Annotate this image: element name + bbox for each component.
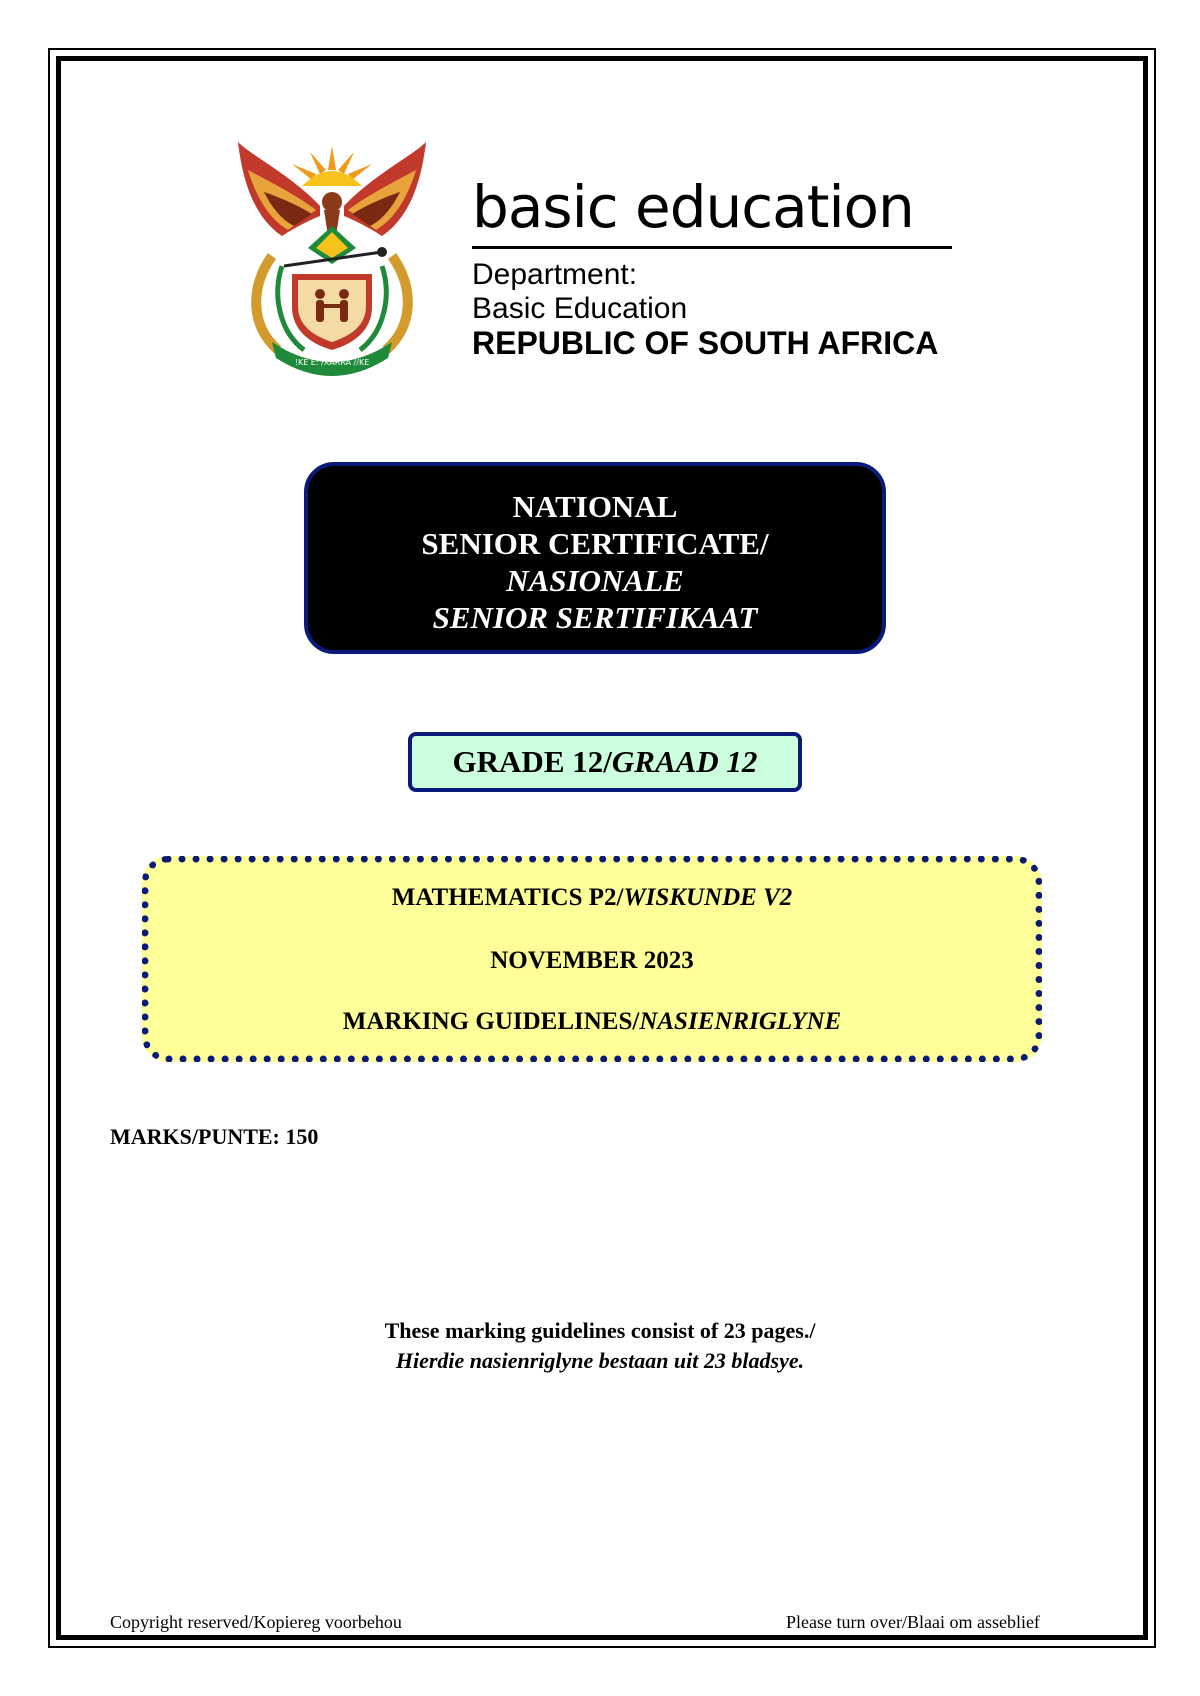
grade-english: GRADE 12/ <box>452 744 612 779</box>
coat-of-arms-logo <box>232 136 432 382</box>
certificate-box <box>304 462 886 654</box>
page-count-afrikaans: Hierdie nasienriglyne bestaan uit 23 bladsye. <box>395 1348 805 1373</box>
grade-afrikaans: GRAAD 12 <box>611 744 758 779</box>
certificate-line-2: SENIOR CERTIFICATE/ <box>421 526 769 561</box>
crest-motto: !KE E: /XARRA //KE <box>294 358 370 367</box>
brand-underline <box>472 246 952 249</box>
subject-title <box>149 883 1035 913</box>
department-name: Basic Education <box>472 292 688 325</box>
page-count-english: These marking guidelines consist of 23 pages./ <box>384 1318 816 1343</box>
brand-title: basic education <box>472 173 914 241</box>
footer-copyright: Copyright reserved/Kopiereg voorbehou <box>110 1612 402 1632</box>
subject-box <box>142 856 1042 1062</box>
grade-box <box>408 732 802 792</box>
subject-english: MATHEMATICS P2/ <box>391 884 624 911</box>
total-marks: MARKS/PUNTE: 150 <box>110 1124 319 1149</box>
document-type-english: MARKING GUIDELINES/ <box>342 1008 640 1035</box>
exam-session: NOVEMBER 2023 <box>490 947 694 974</box>
country-name: REPUBLIC OF SOUTH AFRICA <box>472 325 939 361</box>
certificate-line-1: NATIONAL <box>512 489 678 524</box>
subject-afrikaans: WISKUNDE V2 <box>623 884 793 911</box>
certificate-line-4: SENIOR SERTIFIKAAT <box>432 600 758 635</box>
department-label: Department: <box>472 258 638 291</box>
document-type <box>149 1007 1035 1037</box>
footer-turn-over: Please turn over/Blaai om asseblief <box>786 1612 1040 1632</box>
certificate-line-3: NASIONALE <box>506 563 684 598</box>
document-type-afrikaans: NASIENRIGLYNE <box>639 1008 842 1035</box>
